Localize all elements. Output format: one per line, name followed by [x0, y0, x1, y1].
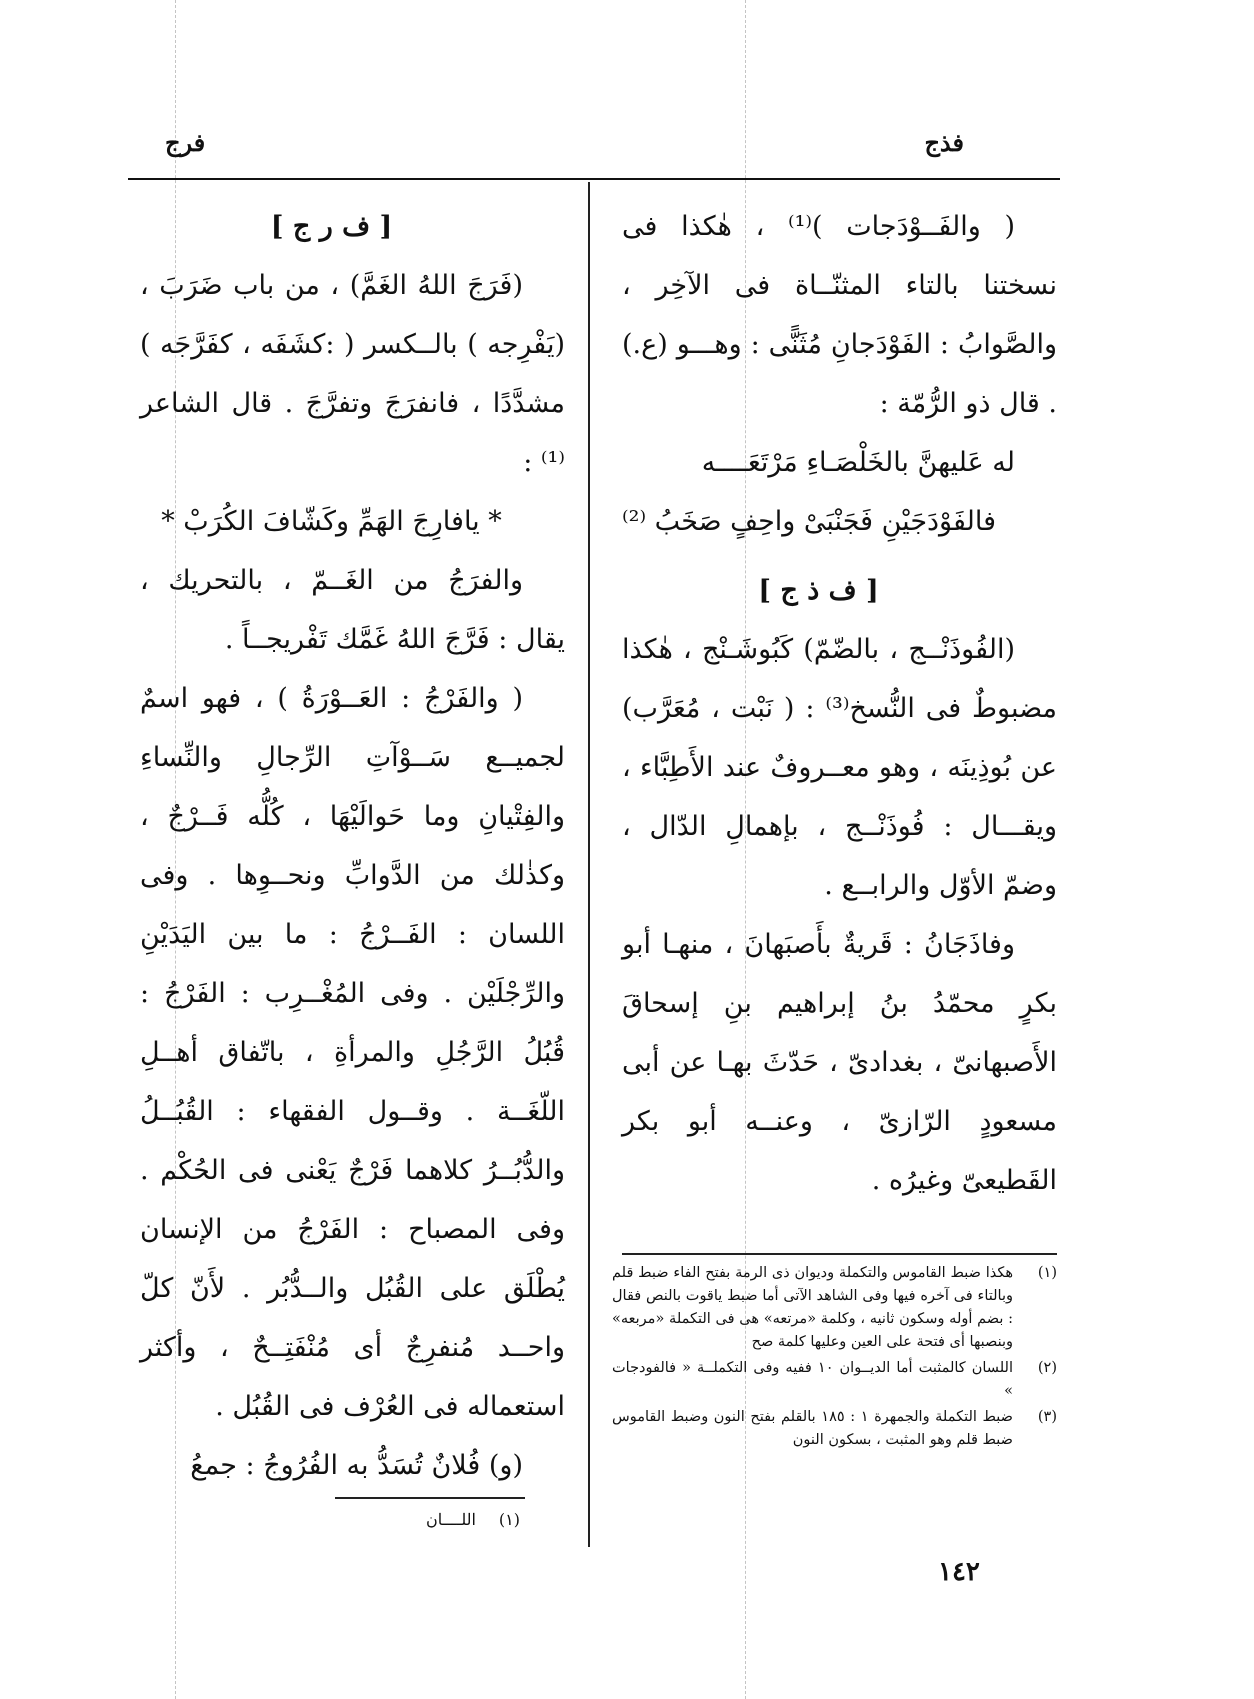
- right-column: [622, 197, 1057, 1210]
- paragraph: وفاذَجَانُ : قَريةٌ بأَصبَهانَ ، منهـا أبو بكرٍ محمّدُ بنُ إبراهيم بنِ إسحاقَ الأَصبهانىّ ، بغدادىّ ، حَدّثَ بهـا عن أبى مسعودٍ الرّازىّ ، وعنــه أبو بكر القَطيعىّ وغيرُه .: [622, 929, 1057, 1196]
- footnote-text: هكذا ضبط القاموس والتكملة وديوان ذى الرمة بفتح الفاء ضبط قلم وبالتاء فى آخره فيها وفى الشاهد الآتى أما ضبط ياقوت بالنص فقال : بضم أوله وسكون ثانيه ، وكلمة «مرتعه» هى فى التكملة «مربعه» وبنصبها أى فتحة على العين وعليها كلمة صح: [612, 1265, 1013, 1350]
- footnote-rule: [622, 1253, 1057, 1255]
- footnote-text: اللــــان: [426, 1510, 476, 1529]
- footnote-number: (٢): [1037, 1360, 1057, 1376]
- footnote-text: ضبط التكملة والجمهرة ١ : ١٨٥ بالقلم بفتح النون وضبط القاموس ضبط قلم وهو المثبت ، بسكون النون: [612, 1409, 1013, 1448]
- footnote: [612, 1357, 1057, 1403]
- footnote-text: اللسان كالمثبت أما الديــوان ١٠ ففيه وفى التكملــة « فالفودجات »: [612, 1360, 1013, 1399]
- paragraph: (فَرَجَ اللهُ الغَمَّ) ، من باب ضَرَبَ ، (يَفْرِجه ) بالــكسر ( :كشَفَه ، كفَرَّجَه ) مشدَّدًا ، فانفرَجَ وتفرَّجَ . قال الشاعر ⁽¹⁾ :: [140, 270, 565, 478]
- running-header-right: فذج: [924, 128, 964, 157]
- footnote-rule: [335, 1497, 525, 1499]
- verse-line-1: له عَليهنَّ بالخَلْصَـاءِ مَرْتَعَــــه: [701, 447, 1015, 478]
- footnote-number: (١): [498, 1510, 520, 1529]
- footnote-number: (١): [1037, 1265, 1057, 1281]
- verse-line-2: فالفَوْدَجَيْنِ فَجَنْبَىْ واحِفٍ صَخَبُ ⁽²⁾: [622, 506, 996, 537]
- footnote: [380, 1508, 520, 1532]
- page-number: ١٤٢: [938, 1557, 980, 1587]
- left-column: [140, 197, 565, 1495]
- entry-heading: [ ف ذ ج ]: [758, 575, 879, 606]
- paragraph: (الفُوذَنْــج ، بالضّمّ) كَبُوشَـنْج ، هٰكذا مضبوطٌ فى النُّسخ⁽³⁾ : ( نَبْت ، مُعَرَّب) عن بُوذِينَه ، وهو معــروفٌ عند الأَطِبَّاء ، ويقـــال : فُوذَنْــج ، بإهمالِ الدّال ، وضمّ الأوّل والرابــع .: [622, 634, 1058, 901]
- footnote: [612, 1262, 1057, 1354]
- paragraph: ( والفَرْجُ : العَــوْرَةُ ) ، فهو اسمٌ لجميــع سَــوْآتِ الرِّجالِ والنِّساءِ والفِتْيانِ وما حَوالَيْهَا ، كُلُّه فَــرْجٌ ، وكذٰلك من الدَّوابِّ ونحــوِها . وفى اللسان : الفَــرْجُ : ما بين اليَدَيْنِ والرِّجْلَيْن . وفى المُغْــرِب : الفَرْجُ : قُبُلُ الرَّجُلِ والمرأةِ ، باتّفاق أهــلِ اللّغَــة . وقــول الفقهاء : القُبُــلُ والدُّبُــرُ كلاهما فَرْجٌ يَعْنى فى الحُكْم . وفى المصباح : الفَرْجُ من الإنسان يُطْلَق على القُبُل والــدُّبُر . لأَنّ كلّ واحــد مُنفرِجٌ أى مُنْفَتِــحٌ ، وأكثر استعماله فى العُرْف فى القُبُل .: [140, 683, 565, 1422]
- running-header-left: فرج: [165, 128, 206, 157]
- entry-heading: [ ف ر ج ]: [270, 211, 393, 242]
- footnote: [612, 1406, 1057, 1452]
- footnotes-left: [380, 1508, 520, 1535]
- header-rule: [128, 178, 1060, 180]
- footnote-number: (٣): [1037, 1409, 1057, 1425]
- paragraph: (و) فُلانٌ تُسَدُّ به الفُرُوجُ : جمعُ: [190, 1450, 523, 1481]
- verse-line: * يافارِجَ الهَمِّ وكَشّافَ الكُرَبْ *: [161, 506, 502, 537]
- column-divider: [588, 182, 590, 1547]
- paragraph: ( والفَــوْدَجات )⁽¹⁾ ، هٰكذا فى نسختنا بالتاء المثنّــاة فى الآخِر ، والصَّوابُ : الفَوْدَجانِ مُثَنًّى : وهـــو (ع.) . قال ذو الرُّمّة :: [622, 211, 1057, 419]
- footnotes-right: [612, 1262, 1057, 1455]
- paragraph: والفرَجُ من الغَــمّ ، بالتحريك ، يقال : فَرَّجَ اللهُ غَمَّك تَفْريجــاً .: [140, 565, 565, 655]
